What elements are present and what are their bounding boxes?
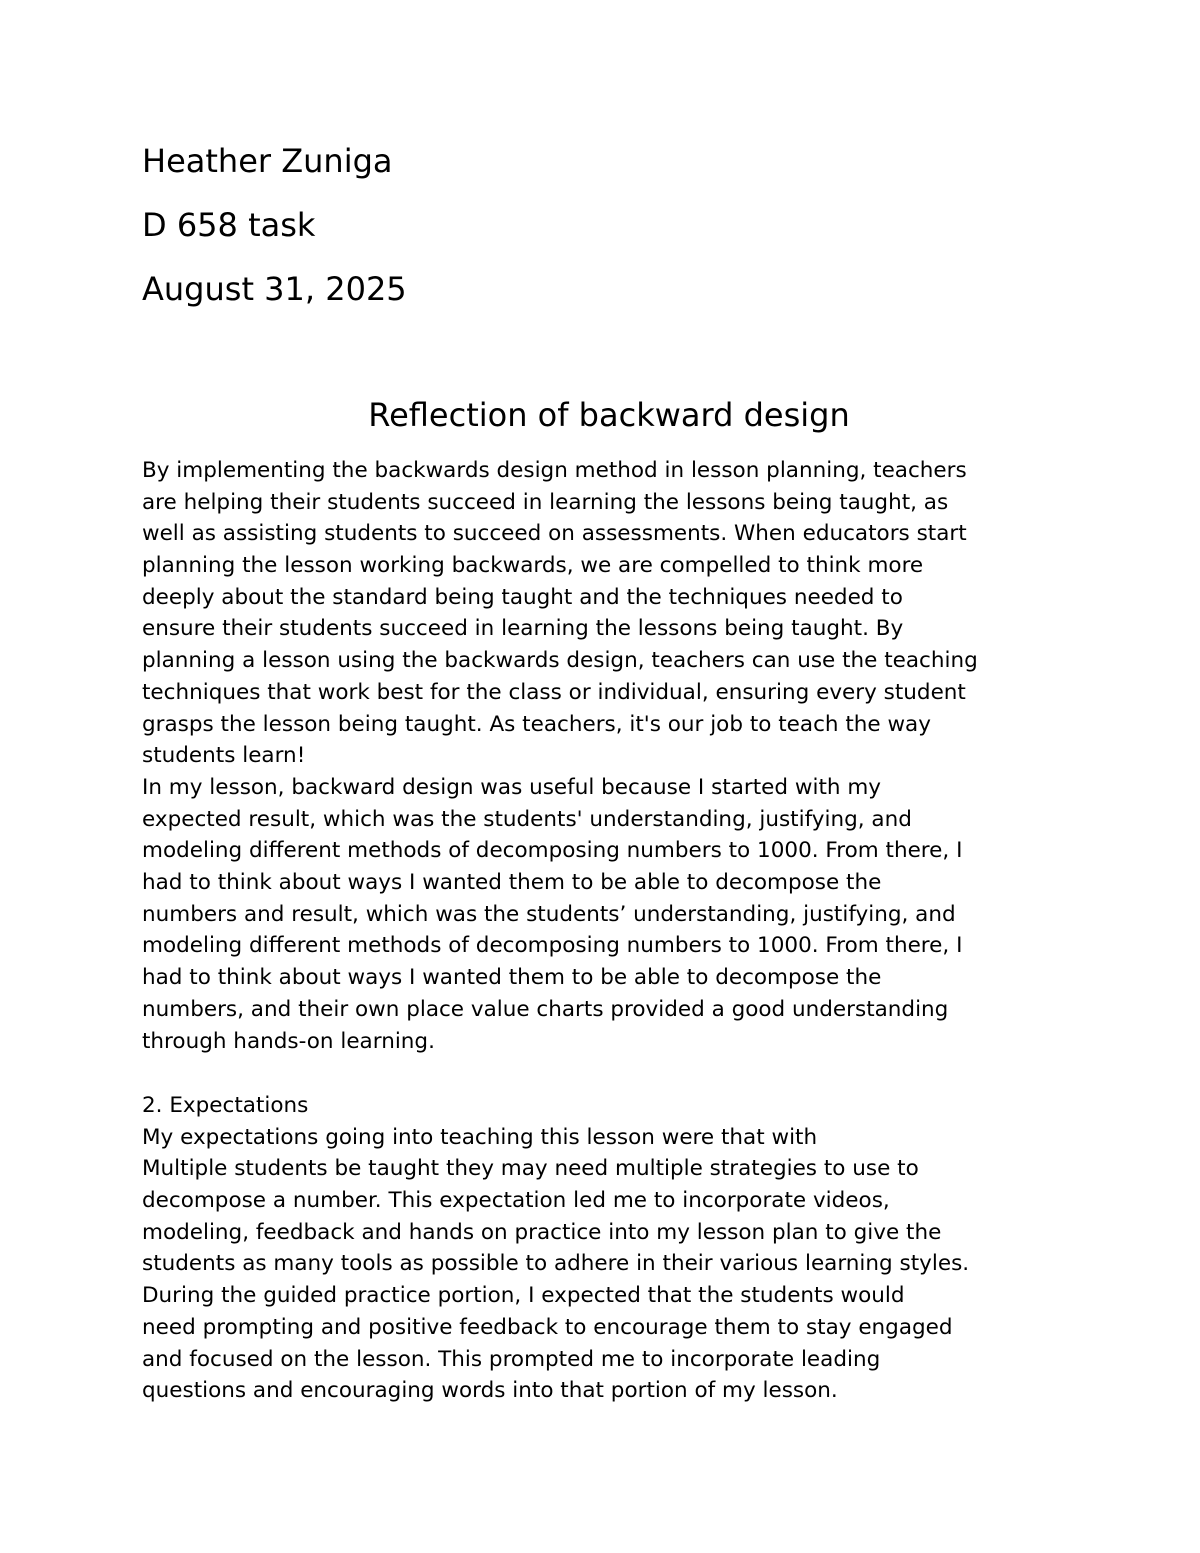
text-line: need prompting and positive feedback to encourage them to stay engaged xyxy=(142,1314,953,1340)
text-line: ensure their students succeed in learning the lessons being taught. By xyxy=(142,616,904,642)
text-line: In my lesson, backward design was useful because I started with my xyxy=(142,775,881,800)
body-paragraph-2 xyxy=(142,772,1072,1057)
section-expectations xyxy=(142,1090,1072,1407)
text-line: planning a lesson using the backwards design, teachers can use the teaching xyxy=(142,648,978,674)
text-line: My expectations going into teaching this lesson were that with xyxy=(142,1124,818,1150)
text-line: techniques that work best for the class or individual, ensuring every student xyxy=(142,679,966,705)
text-line: By implementing the backwards design method in lesson planning, teachers xyxy=(142,458,967,483)
text-line: numbers and result, which was the students’ understanding, justifying, and xyxy=(142,901,956,927)
section-heading: 2. Expectations xyxy=(142,1093,309,1118)
document-title: Reflection of backward design xyxy=(368,396,850,434)
text-line: decompose a number. This expectation led me to incorporate videos, xyxy=(142,1188,890,1214)
text-line: Multiple students be taught they may need multiple strategies to use to xyxy=(142,1156,919,1182)
text-line: students as many tools as possible to adhere in their various learning styles. xyxy=(142,1251,970,1277)
text-line: are helping their students succeed in learning the lessons being taught, as xyxy=(142,489,949,515)
body-paragraph-1 xyxy=(142,455,1072,772)
text-line: well as assisting students to succeed on assessments. When educators start xyxy=(142,521,967,547)
document-date: August 31, 2025 xyxy=(142,270,407,308)
text-line: During the guided practice portion, I expected that the students would xyxy=(142,1283,905,1309)
text-line: modeling, feedback and hands on practice into my lesson plan to give the xyxy=(142,1219,942,1245)
text-line: expected result, which was the students' understanding, justifying, and xyxy=(142,806,912,832)
text-line: grasps the lesson being taught. As teachers, it's our job to teach the way xyxy=(142,711,931,737)
text-line: modeling different methods of decomposing numbers to 1000. From there, I xyxy=(142,933,963,959)
text-line: had to think about ways I wanted them to be able to decompose the xyxy=(142,870,882,896)
text-line: students learn! xyxy=(142,743,306,769)
text-line: modeling different methods of decomposing numbers to 1000. From there, I xyxy=(142,838,963,864)
text-line: and focused on the lesson. This prompted me to incorporate leading xyxy=(142,1346,881,1372)
text-line: questions and encouraging words into that portion of my lesson. xyxy=(142,1378,838,1404)
text-line: numbers, and their own place value charts provided a good understanding xyxy=(142,996,949,1022)
text-line: through hands-on learning. xyxy=(142,1028,435,1054)
course-label: D 658 task xyxy=(142,206,316,244)
text-line: planning the lesson working backwards, we are compelled to think more xyxy=(142,553,924,579)
author-name: Heather Zuniga xyxy=(142,142,393,180)
text-line: had to think about ways I wanted them to be able to decompose the xyxy=(142,965,882,991)
text-line: deeply about the standard being taught and the techniques needed to xyxy=(142,584,903,610)
